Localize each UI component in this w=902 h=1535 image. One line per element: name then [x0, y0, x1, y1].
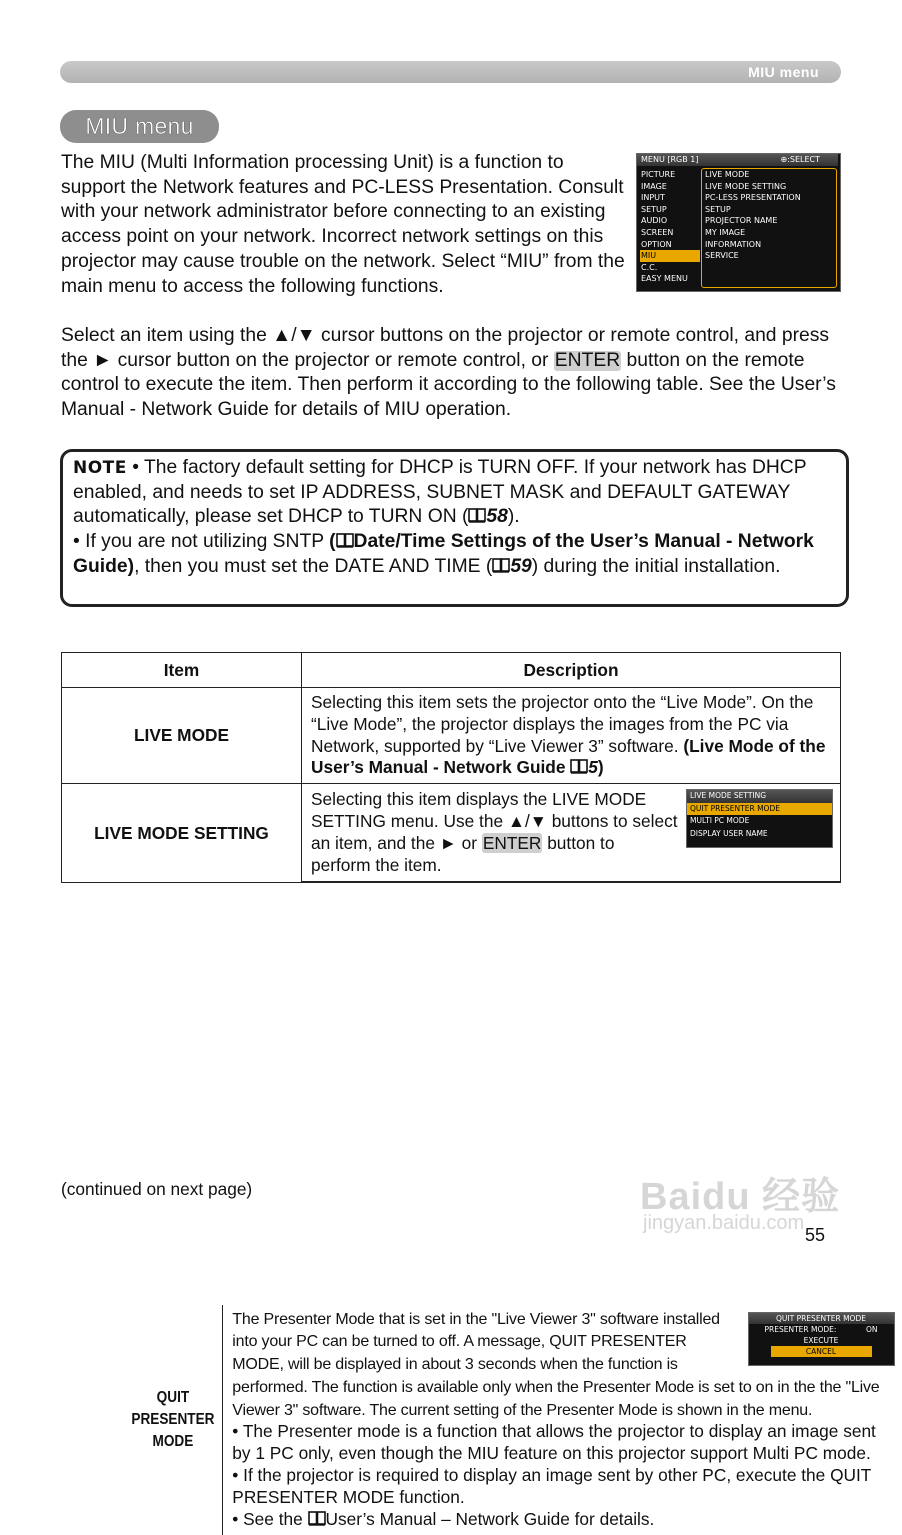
qpm-bullet-3b: User’s Manual – Network Guide for details.	[326, 1509, 655, 1529]
live-mode-ref-close: )	[598, 757, 604, 777]
projector-menu-title: MENU [RGB 1]	[641, 155, 698, 164]
note-box	[60, 449, 849, 607]
live-mode-ref-text: (Live Mode of the User’s Manual - Network Guide	[311, 736, 825, 778]
projector-menu-select-hint: ⊕:SELECT	[780, 155, 820, 164]
miu-menu-item: SETUP	[702, 204, 836, 216]
intro-p2-text-b: button on the remote control to execute the item. Then perform it according to the following table. See the User’s Manual - Network Guide for details of MIU operation.	[61, 350, 836, 420]
table-row-live-mode-setting	[62, 784, 841, 882]
projector-menu-miu-items	[701, 168, 837, 288]
book-icon	[308, 1511, 326, 1526]
lms-menu-title: LIVE MODE SETTING	[687, 790, 832, 803]
miu-menu-item: INFORMATION	[702, 239, 836, 251]
miu-menu-table	[61, 652, 841, 883]
note-text-3: • If you are not utilizing SNTP	[73, 531, 329, 552]
book-icon	[468, 508, 486, 523]
qpm-menu-title: QUIT PRESENTER MODE	[749, 1313, 894, 1324]
note-bold-ref: Date/Time Settings of the User’s Manual - Network Guide)	[73, 531, 814, 577]
projector-menu-categories	[640, 169, 700, 285]
miu-menu-item: PROJECTOR NAME	[702, 215, 836, 227]
book-icon	[336, 533, 354, 548]
note-text-2: ).	[508, 506, 520, 527]
enter-key-label: ENTER	[482, 833, 543, 853]
menu-category-item: SCREEN	[640, 227, 700, 239]
desc-live-mode-setting	[302, 784, 841, 882]
menu-category-item: IMAGE	[640, 181, 700, 193]
menu-category-item: OPTION	[640, 239, 700, 251]
quit-presenter-cell	[302, 882, 841, 883]
book-icon	[570, 759, 588, 774]
miu-menu-item: MY IMAGE	[702, 227, 836, 239]
note-label: NOTE	[73, 458, 127, 478]
desc-live-mode	[302, 688, 841, 784]
note-ref-1: 58	[486, 506, 507, 527]
live-mode-desc-text: Selecting this item sets the projector onto the “Live Mode”. On the “Live Mode”, the projector displays the images from the PC via Network, supported by “Live Viewer 3” software.	[311, 692, 813, 756]
menu-category-item: C.C.	[640, 262, 700, 274]
lms-desc-text-a: Selecting this item displays the LIVE MODE SETTING menu. Use the ▲/▼ buttons to select an item, and the ► or	[311, 789, 678, 853]
baidu-watermark-url: jingyan.baidu.com	[643, 1212, 804, 1235]
lms-menu-item-selected: QUIT PRESENTER MODE	[687, 803, 832, 816]
desc-quit-presenter-mode	[223, 1305, 902, 1535]
header-description: Description	[302, 653, 841, 688]
continued-note: (continued on next page)	[61, 1179, 252, 1200]
menu-category-item: AUDIO	[640, 215, 700, 227]
section-title: MIU menu	[60, 110, 219, 143]
miu-menu-item: LIVE MODE	[702, 169, 836, 181]
lms-menu-item: DISPLAY USER NAME	[687, 828, 832, 841]
miu-menu-item: LIVE MODE SETTING	[702, 181, 836, 193]
qpm-menu-cancel: CANCEL	[771, 1346, 872, 1357]
menu-category-item: EASY MENU	[640, 273, 700, 285]
intro-p2-text-a: Select an item using the ▲/▼ cursor buttons on the projector or remote control, and press the ► cursor button on the projector or remote control, or	[61, 325, 829, 371]
note-paragraph-2: • If you are not utilizing SNTP ( Date/Time Settings of the User’s Manual - Network Guide), then you must set the DATE AND TIME ( 59) during the initial installation.	[73, 530, 838, 579]
projector-main-menu	[636, 153, 841, 292]
qpm-bullet-1: • The Presenter mode is a function that allows the projector to display an image sent by 1 PC only, even though the MIU feature on this projector support Multi PC mode.	[232, 1421, 876, 1463]
qpm-menu-label: PRESENTER MODE:	[765, 1324, 837, 1335]
table-header-row	[62, 653, 841, 688]
subitem-quit-presenter-mode: QUIT PRESENTER MODE	[130, 1305, 215, 1535]
page-number: 55	[805, 1225, 825, 1246]
menu-category-item-selected: MIU	[640, 250, 700, 262]
item-live-mode: LIVE MODE	[62, 688, 302, 784]
header-item: Item	[62, 653, 302, 688]
baidu-watermark: Baidu 经验	[640, 1165, 840, 1220]
note-paragraph-1	[73, 456, 838, 530]
intro-text	[61, 151, 631, 299]
qpm-bullet-2: • If the projector is required to display an image sent by other PC, execute the QUIT PRESENTER MODE function.	[232, 1465, 871, 1507]
projector-menu-header	[637, 154, 838, 166]
qpm-menu-row	[749, 1324, 894, 1335]
table-row-live-mode	[62, 688, 841, 784]
note-text-5: ) during the initial installation.	[532, 556, 781, 577]
live-mode-ref-page: 5	[588, 757, 598, 777]
note-ref-2: 59	[510, 556, 531, 577]
intro-paragraph-1: The MIU (Multi Information processing Unit) is a function to support the Network features and PC-LESS Presentation. Consult with your network administrator before connecting to an existing access point on your network. Incorrect network settings on this projector may cause trouble on the network. Select “MIU” from the main menu to access the following functions.	[61, 151, 631, 299]
header-bar	[60, 61, 841, 83]
live-mode-setting-menu	[686, 789, 833, 848]
note-text-1: • The factory default setting for DHCP is TURN OFF. If your network has DHCP enabled, and needs to set IP ADDRESS, SUBNET MASK and DEFAULT GATEWAY automatically, please set DHCP to TURN ON (	[73, 457, 806, 527]
enter-key-label: ENTER	[554, 351, 621, 371]
menu-category-item: PICTURE	[640, 169, 700, 181]
miu-menu-item: PC-LESS PRESENTATION	[702, 192, 836, 204]
item-live-mode-setting: LIVE MODE SETTING	[62, 784, 302, 883]
quit-presenter-menu	[748, 1312, 895, 1366]
qpm-menu-execute: EXECUTE	[749, 1335, 894, 1346]
book-icon	[492, 558, 510, 573]
menu-category-item: SETUP	[640, 204, 700, 216]
quit-presenter-subtable	[123, 1305, 902, 1535]
menu-category-item: INPUT	[640, 192, 700, 204]
qpm-menu-value: ON	[866, 1324, 878, 1335]
qpm-bullet-3a: • See the	[232, 1509, 307, 1529]
intro-paragraph-2	[61, 324, 851, 423]
lms-desc-text-b: button to perform the item.	[311, 833, 614, 875]
intro-instructions	[61, 324, 851, 423]
miu-menu-item: SERVICE	[702, 250, 836, 262]
header-label: MIU menu	[748, 64, 819, 80]
note-text-4: , then you must set the DATE AND TIME (	[134, 556, 492, 577]
lms-menu-item: MULTI PC MODE	[687, 815, 832, 828]
qpm-desc-cond: The Presenter Mode that is set in the "Live Viewer 3" software installed into your PC can be turned to off. A message, QUIT PRESENTER MODE, will be displayed in about 3 seconds when the function is performed. The function is available only when the Presenter Mode is set to on in the the "Live Viewer 3" software. The current setting of the Presenter Mode is shown in the menu.	[232, 1311, 879, 1419]
